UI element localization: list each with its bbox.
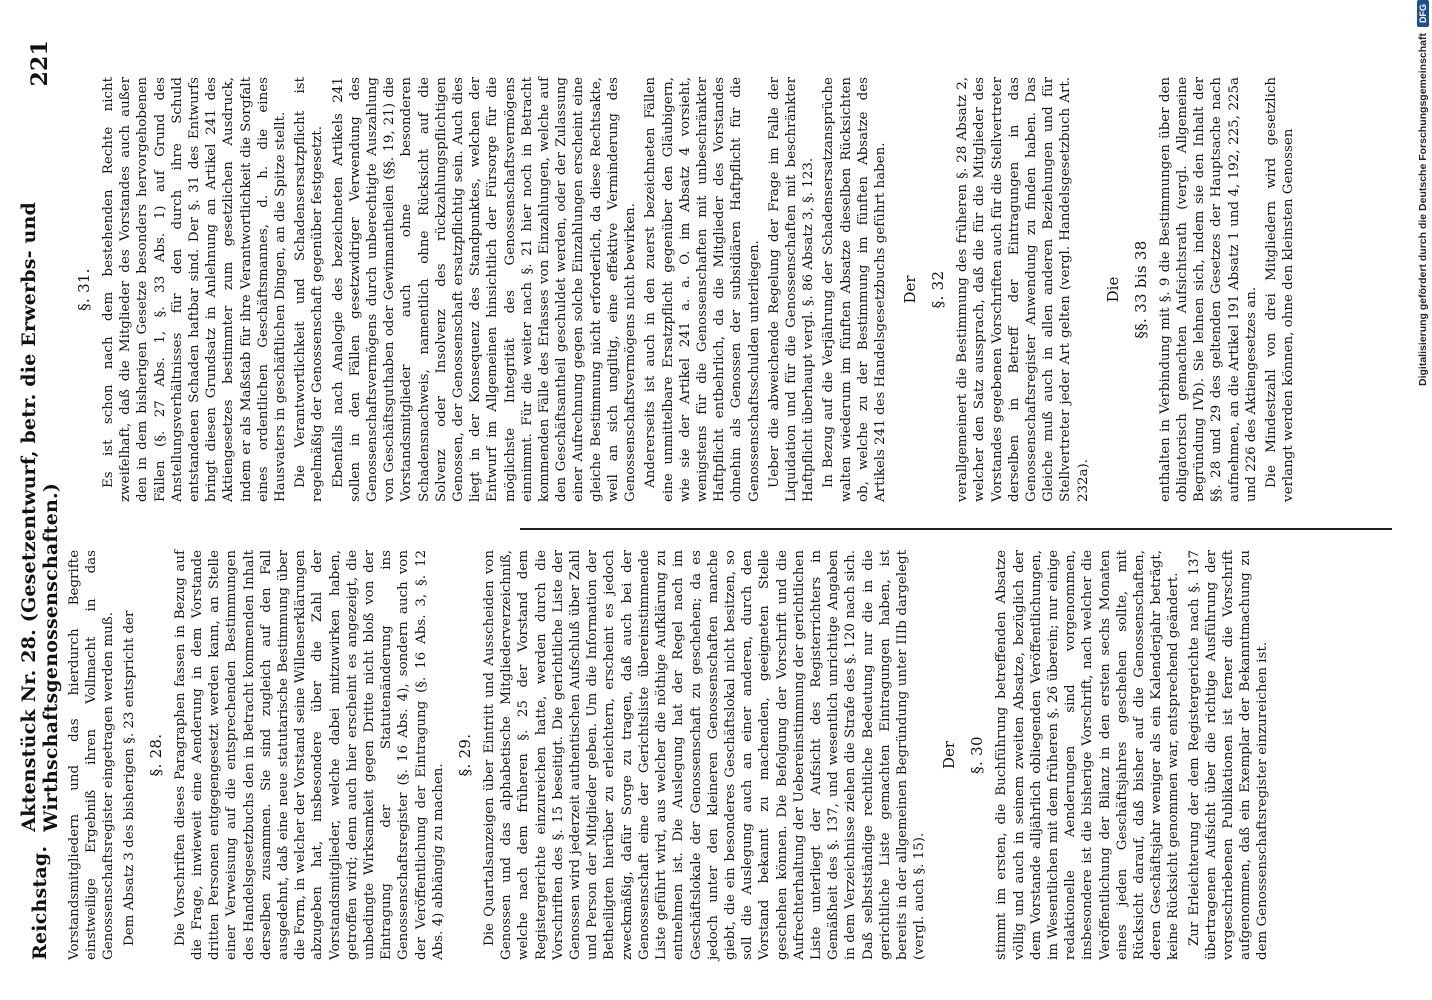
header-aktenstueck: Aktenstück Nr. 28.	[18, 629, 40, 832]
left-intro-2: Dem Absatz 3 des bisherigen §. 23 entspricht der	[121, 610, 137, 946]
header-title	[18, 87, 62, 846]
page-header	[18, 40, 62, 960]
section-29-paragraph: Die Quartalsanzeigen über Eintritt und Ausscheiden von Genossen und das alphabetische Mitgliederverzeichniß, welche nach dem früheren §. 25 der Vorstand dem Registergerichte einzureichen hatte, werden durch die Vorschriften des §. 15 beseitigt. Die gerichtliche Liste der Genossen wird jederzeit authentischen Aufschluß über Zahl und Person der Mitglieder geben. Um die Information der Betheiligten hierüber zu erleichtern, erscheint es jedoch zweckmäßig, dafür Sorge zu tragen, daß auch bei der Genossenschaft eine der Gerichtsliste übereinstimmende Liste geführt wird, aus welcher die nöthige Aufklärung zu entnehmen ist. Die Auslegung hat der Regel nach im Geschäftslokale der Genossenschaft zu geschehen; da es jedoch unter den kleineren Genossenschaften manche giebt, die ein besonderes Geschäftslokal nicht besitzen, so soll die Auslegung auch an einer anderen, durch den Vorstand bekannt zu machenden, geeigneten Stelle geschehen können. Die Befolgung der Vorschrift und die Aufrechterhaltung der Uebereinstimmung der gerichtlichen Liste unterliegt der Aufsicht des Registerrichters in Gemäßheit des §. 137, und wesentlich unrichtige Angaben in dem Verzeichnisse ziehen die Strafe des §. 120 nach sich. Daß selbstständige rechtliche Bedeutung nur die in die gerichtliche Liste gemachten Eintragungen haben, ist bereits in der allgemeinen Begründung unter IIIb dargelegt (vergl. auch §. 15).	[482, 550, 928, 960]
section-28-paragraph: Die Vorschriften dieses Paragraphen fassen in Bezug auf die Frage, inwieweit eine Aenderung in dem Vorstande dritten Personen entgegengesetzt werden kann, an Stelle einer Verweisung auf die entsprechenden Bestimmungen des Handelsgesetzbuchs den in Betracht kommenden Inhalt derselben zusammen. Sie sind zugleich auf den Fall ausgedehnt, daß eine neue statutarische Bestimmung über die Form, in welcher der Vorstand seine Willenserklärungen abzugeben hat, insbesondere über die Zahl der Vorstandsmitglieder, welche dabei mitzuwirken haben, getroffen wird; denn auch hier erscheint es angezeigt, die unbedingte Wirksamkeit gegen Dritte nicht bloß von der Eintragung der Statutenänderung ins Genossenschaftsregister (§. 16 Abs. 4), sondern auch von der Veröffentlichung der Eintragung (§. 16 Abs. 3, §. 12 Abs. 4) abhängig zu machen.	[172, 550, 446, 960]
section-heading-33-38: §§. 33 bis 38	[1131, 240, 1150, 339]
right-die-label: Die	[1103, 276, 1122, 303]
dfg-logo: DFG	[1417, 0, 1429, 27]
column-divider	[520, 528, 1392, 530]
left-intro-1: Vorstandsmitgliedern und das hierdurch Begrifte einstweilige Ergebniß ihren Vollmacht in das Genossenschaftsregister eingetragen werden muß.	[67, 550, 117, 960]
section-heading-30: §. 30	[968, 736, 987, 774]
section-heading-31: §. 31.	[75, 268, 93, 311]
section-31-paragraph-2: Die Verantwortlichkeit und Schadensersatzpflicht ist regelmäßig der Genossenschaft gegenüber festgesetzt.	[293, 77, 326, 502]
header-subtitle: (Gesetzentwurf, betr. die Erwerbs- und Wirthschaftsgenossenschaften.)	[18, 201, 62, 832]
right-column	[66, 77, 1404, 502]
section-heading-29: §. 29.	[456, 733, 475, 777]
section-31-paragraph-5: Ueber die abweichende Regelung der Frage im Falle der Liquidation und für die Genossenschaften mit beschränkter Haftpflicht überhaupt vergl. §. 86 Absatz 3, §. 123.	[766, 77, 817, 502]
digitization-credit-strip	[1414, 0, 1432, 1000]
header-reichstag: Reichstag.	[29, 845, 51, 960]
section-32-paragraph: verallgemeinert die Bestimmung des früheren §. 28 Absatz 2, welcher den Satz aussprach, daß die für die Mitglieder des Vorstandes gegebenen Vorschriften auch für die Stellvertreter derselben in Betreff der Eintragungen in das Genossenschaftsregister Anwendung zu finden haben. Das Gleiche muß auch in allen anderen Beziehungen und für Stellvertreter jeder Art gelten (vergl. Handelsgesetzbuch Art. 232a).	[955, 77, 1091, 502]
section-30-paragraph-1: stimmt im ersten, die Buchführung betreffenden Absatze völlig und auch in seinem zweiten Absatze, bezüglich der dem Vorstande alljährlich obliegenden Veröffentlichungen, im Wesentlichen mit dem früheren §. 26 überein; nur einige redaktionelle Aenderungen sind vorgenommen, insbesondere ist die bisherige Vorschrift, nach welcher die Veröffentlichung der Bilanz in den ersten sechs Monaten eines jeden Geschäftsjahres geschehen sollte, mit Rücksicht darauf, daß bisher auf die Genossenschaften, deren Geschäftsjahr weniger als ein Kalenderjahr beträgt, keine Rücksicht genommen war, entsprechend geändert.	[994, 550, 1182, 960]
section-31-paragraph-1: Es ist schon nach dem bestehenden Rechte nicht zweifelhaft, daß die Mitglieder des Vorstandes auch außer den in dem bisherigen Gesetze besonders hervorgehobenen Fällen (§. 27 Abs. 1, §. 33 Abs. 1) auf Grund des Anstellungsverhältnisses für den durch ihre Schuld entstandenen Schaden haftbar sind. Der §. 31 des Entwurfs bringt diesen Grundsatz in Anlehnung an Artikel 241 des Aktiengesetzes bestimmter zum gesetzlichen Ausdruck, indem er als Maßstab für ihre Verantwortlichkeit die Sorgfalt eines ordentlichen Geschäftsmannes, d. h. die eines Hausvaters in geschäftlichen Dingen, an die Spitze stellt.	[101, 77, 289, 502]
section-33-paragraph-1: enthalten in Verbindung mit §. 9 die Bestimmungen über den obligatorisch gemachten Aufsichtsrath (vergl. Allgemeine Begründung IVb). Sie lehnen sich, indem sie den Inhalt der §§. 28 und 29 des geltenden Gesetzes der Hauptsache nach aufnehmen, an die Artikel 191 Absatz 1 und 4, 192, 225, 225a und 226 des Aktiengesetzes an.	[1157, 77, 1259, 502]
section-33-paragraph-2: Die Mindestzahl von drei Mitgliedern wird gesetzlich verlangt werden können, ohne den kleinsten Genossen	[1263, 77, 1297, 502]
credit-text: Digitalisierung gefördert durch die Deutsche Forschungsgemeinschaft	[1417, 33, 1429, 386]
right-der-label: Der	[901, 275, 920, 304]
section-heading-32: §. 32	[929, 270, 948, 309]
section-31-paragraph-4: Andererseits ist auch in den zuerst bezeichneten Fällen eine unmittelbare Ersatzpflicht gegenüber den Gläubigern, wie sie der Artikel 241 a. a. O. im Absatz 4 vorsieht, wenigstens für die Genossenschaften mit unbeschränkter Haftpflicht entbehrlich, da die Mitglieder des Vorstandes ohnehin als Genossen der subsidiären Haftpflicht für die Genossenschaftsschulden unterliegen.	[643, 77, 762, 502]
section-30-paragraph-2: Zur Erleichterung der dem Registergerichte nach §. 137 übertragenen Aufsicht über die richtige Ausführung der vorgeschriebenen Publikationen ist ferner die Vorschrift aufgenommen, daß ein Exemplar der Bekanntmachung zu dem Genossenschaftsregister einzureichen ist.	[1186, 550, 1271, 960]
page-number: 221	[27, 40, 53, 87]
section-heading-28: §. 28.	[146, 733, 165, 777]
section-31-paragraph-6: In Bezug auf die Verjährung der Schadensersatzansprüche walten wiederum im fünften Absatze dieselben Rücksichten ob, welche zu der Bestimmung im fünften Absatze des Artikels 241 des Handelsgesetzbuchs geführt haben.	[821, 77, 888, 502]
left-der-label: Der	[940, 740, 959, 770]
digitization-credit	[1414, 0, 1432, 990]
section-31-paragraph-3: Ebenfalls nach Analogie des bezeichneten Artikels 241 sollen in den Fällen gesetzwidriger Verwendung des Genossenschaftsvermögens durch unberechtigte Auszahlung von Geschäftsguthaben oder Gewinnantheilen (§§. 19, 21) die Vorstandsmitglieder auch ohne besonderen Schadensnachweis, namentlich ohne Rücksicht auf die Solvenz oder Insolvenz des rückzahlungspflichtigen Genossen, der Genossenschaft ersatzpflichtig sein. Auch dies liegt in der Konsequenz des Standpunktes, welchen der Entwurf im Allgemeinen hinsichtlich der Fürsorge für die möglichste Integrität des Genossenschaftsvermögens einnimmt. Für die weiter nach §. 21 hier noch in Betracht kommenden Fälle des Erlasses von Einzahlungen, welche auf den Geschäftsantheil geschuldet werden, oder der Zulassung einer Aufrechnung gegen solche Einzahlungen erscheint eine gleiche Bestimmung nicht erforderlich, da diese Rechtsakte, weil an sich ungiltig, eine effektive Verminderung des Genossenschaftsvermögens nicht bewirken.	[330, 77, 639, 502]
left-column	[66, 550, 1404, 960]
